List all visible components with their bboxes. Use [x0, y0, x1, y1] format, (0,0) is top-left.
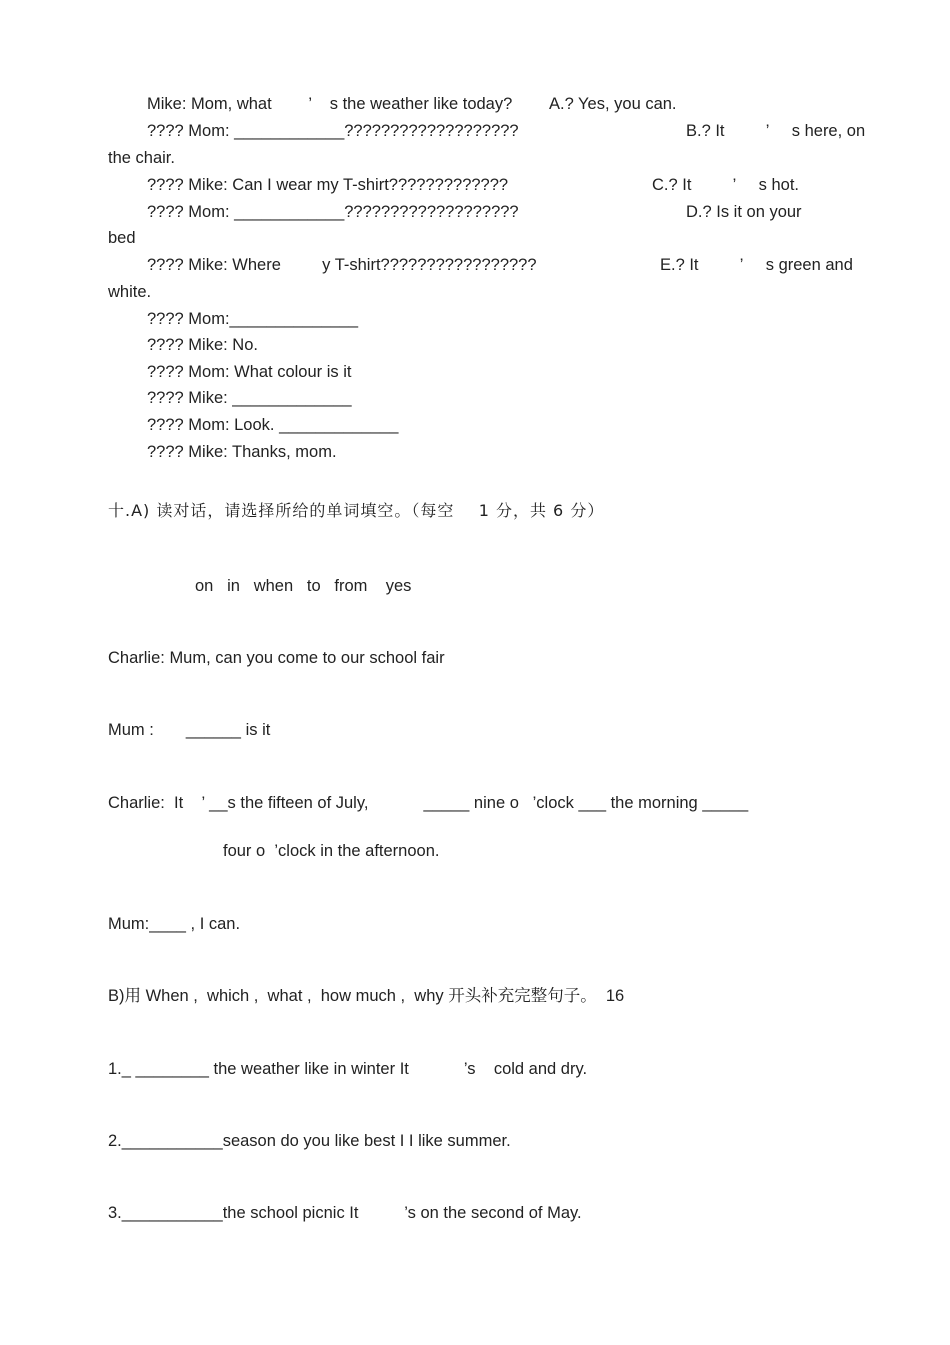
section-a-heading: 十.A) 读对话，请选择所给的单词填空。（每空 1 分，共 6 分）	[108, 501, 605, 520]
dialogue-line-11: ???? Mike: Thanks, mom.	[147, 443, 337, 461]
section-a-line-5: Mum:____ , I can.	[108, 915, 241, 933]
section-b-question-2: 2.___________season do you like best I I like summer.	[108, 1132, 511, 1150]
dialogue-line-2: ???? Mom: ____________???????????????????	[147, 122, 519, 140]
dialogue-line-9: ???? Mike: _____________	[147, 389, 352, 407]
option-b-continued: the chair.	[108, 149, 175, 167]
section-a-line-1: Charlie: Mum, can you come to our school fair	[108, 649, 445, 667]
section-b-question-3: 3.___________the school picnic It ’s on the second of May.	[108, 1204, 582, 1222]
section-b-question-1: 1._ ________ the weather like in winter It ’s cold and dry.	[108, 1060, 588, 1078]
option-e: E.? It ’ s green and	[660, 256, 853, 274]
option-c: C.? It ’ s hot.	[652, 176, 800, 194]
word-bank: on in when to from yes	[195, 577, 412, 595]
dialogue-line-1: Mike: Mom, what ’ s the weather like today?	[147, 95, 513, 113]
option-d: D.? Is it on your	[686, 203, 802, 221]
dialogue-line-10: ???? Mom: Look. _____________	[147, 416, 399, 434]
option-b: B.? It ’ s here, on	[686, 122, 866, 140]
dialogue-line-5: ???? Mike: Where y T-shirt?????????????????	[147, 256, 537, 274]
dialogue-line-6: ???? Mom:______________	[147, 310, 359, 328]
section-b-heading: B)用 When , which , what , how much , why 开头补充完整句子。 16	[108, 987, 625, 1005]
dialogue-line-8: ???? Mom: What colour is it	[147, 363, 352, 381]
option-e-continued: white.	[108, 283, 152, 301]
dialogue-line-3: ???? Mike: Can I wear my T-shirt?????????????	[147, 176, 509, 194]
dialogue-line-7: ???? Mike: No.	[147, 336, 258, 354]
dialogue-line-4: ???? Mom: ____________???????????????????	[147, 203, 519, 221]
section-a-line-2: Mum : ______ is it	[108, 721, 271, 739]
option-a: A.? Yes, you can.	[549, 95, 677, 113]
section-a-line-4: four o ’clock in the afternoon.	[223, 842, 440, 860]
section-a-line-3: Charlie: It ’ __s the fifteen of July, _____ nine o ’clock ___ the morning _____	[108, 794, 749, 812]
option-d-continued: bed	[108, 229, 136, 247]
